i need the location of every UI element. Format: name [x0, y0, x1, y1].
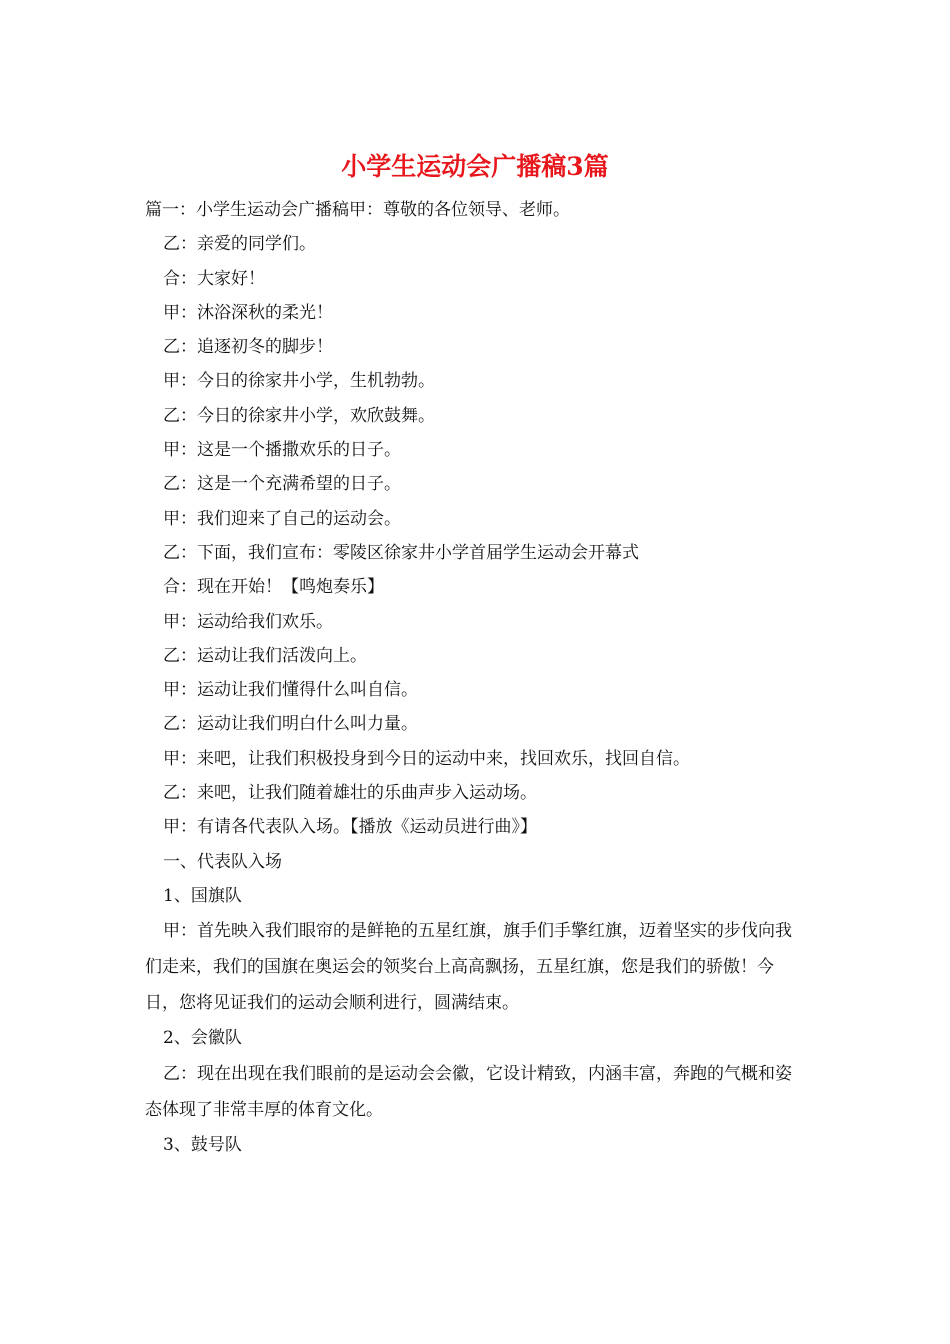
text-line: 甲：这是一个播撒欢乐的日子。	[163, 440, 401, 461]
text-line: 甲：我们迎来了自己的运动会。	[163, 508, 401, 529]
text-line: 甲：运动给我们欢乐。	[163, 611, 333, 632]
text-line: 乙：运动让我们明白什么叫力量。	[163, 714, 418, 735]
text-line: 乙：下面，我们宣布：零陵区徐家井小学首届学生运动会开幕式	[163, 542, 639, 563]
text-line: 甲：今日的徐家井小学，生机勃勃。	[163, 371, 435, 392]
text-line: 乙：运动让我们活泼向上。	[163, 645, 367, 666]
text-line: 合：大家好！	[163, 268, 265, 289]
text-line: 乙：追逐初冬的脚步！	[163, 337, 333, 358]
document-title: 小学生运动会广播稿3篇	[341, 152, 609, 181]
subsection-heading: 3、鼓号队	[163, 1134, 242, 1155]
text-line: 甲：有请各代表队入场。【播放《运动员进行曲》】	[163, 817, 537, 838]
text-line: 甲：来吧，让我们积极投身到今日的运动中来，找回欢乐，找回自信。	[163, 748, 690, 769]
text-line: 乙：这是一个充满希望的日子。	[163, 474, 401, 495]
subsection-heading: 1、国旗队	[163, 885, 242, 906]
text-line: 甲：运动让我们懂得什么叫自信。	[163, 680, 418, 701]
text-line: 合：现在开始！【鸣炮奏乐】	[163, 577, 384, 598]
text-line: 甲：沐浴深秋的柔光！	[163, 302, 333, 323]
text-line: 乙：亲爱的同学们。	[163, 234, 316, 255]
document-body	[145, 193, 805, 1162]
text-line: 篇一：小学生运动会广播稿甲：尊敬的各位领导、老师。	[145, 200, 570, 220]
paragraph: 甲：首先映入我们眼帘的是鲜艳的五星红旗，旗手们手擎红旗，迈着坚实的步伐向我们走来，我们的国旗在奥运会的领奖台上高高飘扬，五星红旗，您是我们的骄傲！今日，您将见证我们的运动会顺利进行，圆满结束。	[145, 921, 792, 1014]
text-line: 乙：来吧，让我们随着雄壮的乐曲声步入运动场。	[163, 783, 537, 804]
paragraph: 乙：现在出现在我们眼前的是运动会会徽，它设计精致，内涵丰富，奔跑的气概和姿态体现了非常丰厚的体育文化。	[145, 1063, 792, 1120]
subsection-heading: 2、会徽队	[163, 1028, 242, 1049]
text-line: 乙：今日的徐家井小学，欢欣鼓舞。	[163, 405, 435, 426]
section-heading: 一、代表队入场	[163, 851, 282, 872]
